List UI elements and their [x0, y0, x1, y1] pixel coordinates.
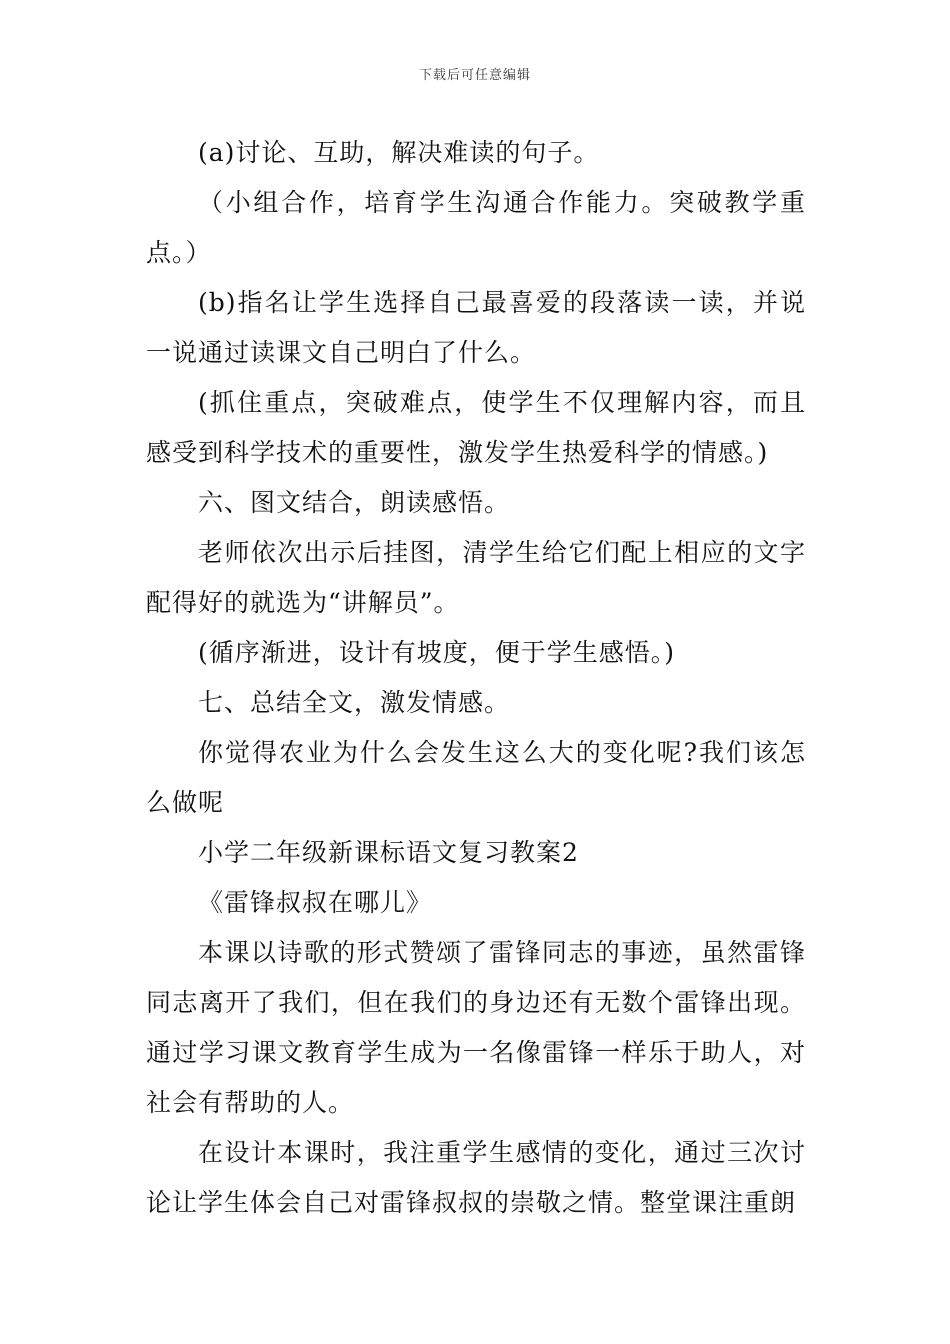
- paragraph: （小组合作，培育学生沟通合作能力。突破教学重点。）: [146, 188, 806, 267]
- paragraph: 本课以诗歌的形式赞颂了雷锋同志的事迹，虽然雷锋同志离开了我们，但在我们的身边还有无数个雷锋出现。通过学习课文教育学生成为一名像雷锋一样乐于助人，对社会有帮助的人。: [146, 938, 806, 1117]
- document-body: [146, 128, 806, 1228]
- paragraph: (循序渐进，设计有坡度，便于学生感悟。): [198, 638, 676, 667]
- paragraph: 在设计本课时，我注重学生感情的变化，通过三次讨论让学生体会自己对雷锋叔叔的崇敬之情。整堂课注重朗: [146, 1138, 806, 1217]
- section-heading: 六、图文结合，朗读感悟。: [198, 488, 511, 517]
- page-header: 下载后可任意编辑: [418, 68, 531, 83]
- paragraph: 你觉得农业为什么会发生这么大的变化呢?我们该怎么做呢: [146, 738, 806, 817]
- section-heading: 七、总结全文，激发情感。: [198, 688, 511, 717]
- document-title: 小学二年级新课标语文复习教案2: [198, 838, 579, 867]
- paragraph: (a)讨论、互助，解决难读的句子。: [198, 138, 600, 167]
- paragraph: (抓住重点，突破难点，使学生不仅理解内容，而且感受到科学技术的重要性，激发学生热爱科学的情感。): [146, 388, 806, 467]
- lesson-title: 《雷锋叔叔在哪儿》: [198, 888, 433, 917]
- paragraph: (b)指名让学生选择自己最喜爱的段落读一读，并说一说通过读课文自己明白了什么。: [146, 288, 806, 367]
- paragraph: 老师依次出示后挂图，清学生给它们配上相应的文字配得好的就选为“讲解员”。: [146, 538, 806, 617]
